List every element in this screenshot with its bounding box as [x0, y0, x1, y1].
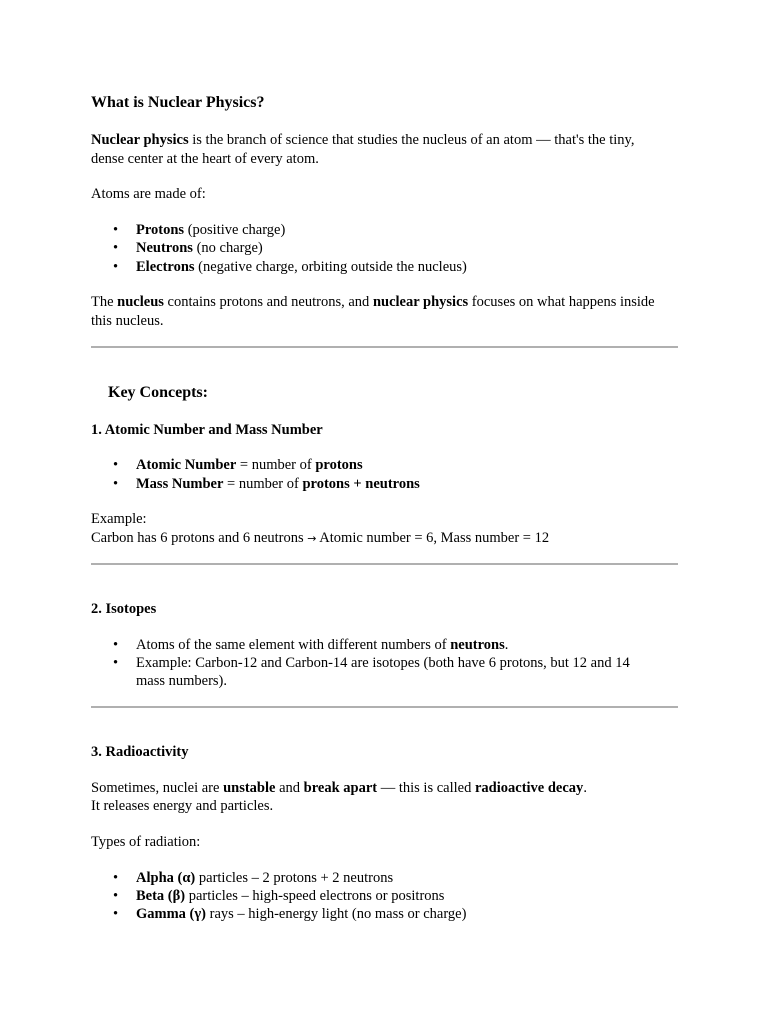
list-item-term: Protons: [136, 222, 185, 238]
list-item: [136, 221, 285, 239]
text: Carbon has 6 protons and 6 neutrons: [91, 530, 308, 546]
term: Beta (β): [136, 888, 186, 904]
section-heading: 1. Atomic Number and Mass Number: [91, 422, 323, 438]
term: nuclear physics: [372, 294, 469, 310]
intro-term: Nuclear physics: [91, 132, 189, 148]
term: Gamma (γ): [136, 906, 207, 922]
section-heading: 3. Radioactivity: [91, 744, 189, 760]
text: rays – high-energy light (no mass or charge): [206, 906, 467, 922]
bullet: •: [113, 222, 119, 238]
nucleus-paragraph-line1: [91, 293, 655, 311]
bullet: •: [113, 870, 119, 886]
term: nucleus: [117, 294, 164, 310]
term: protons: [315, 457, 363, 473]
example-label: Example:: [91, 511, 147, 527]
list-item: [136, 239, 263, 257]
list-item: [136, 887, 444, 905]
horizontal-rule: [91, 346, 678, 348]
bullet: •: [113, 476, 119, 492]
radioactivity-paragraph-line2: It releases energy and particles.: [91, 798, 274, 814]
text: = number of: [236, 457, 316, 473]
text: .: [504, 637, 509, 653]
bullet: •: [113, 240, 119, 256]
list-item-term: Electrons: [136, 259, 195, 275]
types-label: Types of radiation:: [91, 834, 201, 850]
text: = number of: [223, 476, 303, 492]
arrow-icon: →: [307, 532, 317, 545]
term: Atomic Number: [136, 457, 237, 473]
horizontal-rule: [91, 563, 678, 565]
list-item-line1: Example: Carbon-12 and Carbon-14 are isotopes (both have 6 protons, but 12 and 14: [136, 655, 630, 671]
text: .: [583, 780, 587, 796]
list-item: [136, 636, 508, 654]
intro-paragraph-line2: dense center at the heart of every atom.: [91, 151, 319, 167]
term: break apart: [303, 780, 378, 796]
term: radioactive decay: [474, 780, 584, 796]
bullet: •: [113, 655, 119, 671]
horizontal-rule: [91, 706, 678, 708]
text: particles – high-speed electrons or positrons: [185, 888, 445, 904]
list-item-text: (positive charge): [184, 222, 286, 238]
text: — this is called: [377, 780, 475, 796]
intro-text: is the branch of science that studies the nucleus of an atom — that's the tiny,: [188, 132, 635, 148]
text: Sometimes, nuclei are: [91, 780, 224, 796]
term: Mass Number: [136, 476, 224, 492]
text: and: [275, 780, 304, 796]
text: The: [91, 294, 118, 310]
list-item-line2: mass numbers).: [136, 673, 228, 689]
bullet: •: [113, 637, 119, 653]
bullet: •: [113, 906, 119, 922]
term: protons + neutrons: [302, 476, 420, 492]
nucleus-paragraph-line2: this nucleus.: [91, 313, 164, 329]
list-item: [136, 258, 467, 276]
bullet: •: [113, 259, 119, 275]
term: unstable: [223, 780, 276, 796]
list-item: [136, 456, 363, 474]
section-heading: 2. Isotopes: [91, 601, 157, 617]
list-item-text: (negative charge, orbiting outside the nucleus): [194, 259, 467, 275]
text: contains protons and neutrons, and: [163, 294, 373, 310]
bullet: •: [113, 888, 119, 904]
list-item-text: (no charge): [192, 240, 263, 256]
text: Atoms of the same element with different numbers of: [136, 637, 451, 653]
term: Alpha (α): [136, 870, 196, 886]
text: focuses on what happens inside: [468, 294, 655, 310]
key-concepts-heading: Key Concepts:: [108, 384, 208, 401]
term: neutrons: [450, 637, 505, 653]
example-text: [91, 529, 549, 548]
radioactivity-paragraph-line1: [91, 779, 587, 797]
text: Atomic number = 6, Mass number = 12: [316, 530, 550, 546]
atoms-made-of-label: Atoms are made of:: [91, 186, 206, 202]
list-item: [136, 475, 420, 493]
page-title: What is Nuclear Physics?: [91, 94, 265, 111]
list-item: [136, 905, 466, 923]
text: particles – 2 protons + 2 neutrons: [195, 870, 394, 886]
bullet: •: [113, 457, 119, 473]
list-item: [136, 869, 393, 887]
intro-paragraph-line1: [91, 131, 634, 149]
list-item-term: Neutrons: [136, 240, 193, 256]
